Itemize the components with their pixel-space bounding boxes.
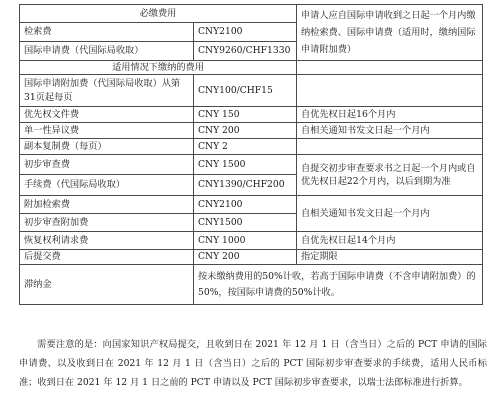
fee-amount-unity: CNY 200 [194, 123, 297, 139]
fee-remark-restore: 自优先权日起14个月内 [297, 232, 483, 250]
fee-item-intl-extra: 国际申请附加费（代国际局收取）从第31页起每页 [20, 75, 194, 107]
required-fees-remark: 申请人应自国际申请收到之日起一个月内缴纳检索费、国际申请费（适用时，缴纳国际申请附加费） [297, 5, 483, 61]
fee-remark-priority-doc: 自优先权日起16个月内 [297, 107, 483, 123]
note-text: 需要注意的是：向国家知识产权局提交，且收到日在 2021 年 12 月 1 日（含当日）之后的 PCT 申请的国际申请费、以及收到日在 2021 年 12 月 1 日（含当日）之后的 PCT 国际初步审查要求的手续费，适用人民币标准；收到日在 2021 年 12 月 1 日之前的 PCT 申请以及 PCT 国际初步审查要求，以瑞士法郎标准进行折算。 [19, 339, 487, 388]
fee-item-search: 检索费 [20, 23, 194, 42]
fee-item-add-search: 附加检索费 [20, 196, 194, 214]
fee-item-copy: 副本复制费（每页） [20, 139, 194, 155]
fee-table [19, 4, 483, 305]
fee-amount-add-search: CNY2100 [194, 196, 297, 214]
fee-item-handling: 手续费（代国际局收取） [20, 175, 194, 196]
fee-item-late: 后提交费 [20, 250, 194, 265]
required-fees-header: 必缴费用 [20, 5, 297, 23]
fee-remark-unity: 自相关通知书发文日起一个月内 [297, 123, 483, 139]
empty-remark [297, 61, 483, 75]
fee-item-restore: 恢复权利请求费 [20, 232, 194, 250]
fee-amount-copy: CNY 2 [194, 139, 297, 155]
fee-item-priority-doc: 优先权文件费 [20, 107, 194, 123]
fee-item-unity: 单一性异议费 [20, 123, 194, 139]
fee-amount-add-prelim: CNY1500 [194, 214, 297, 232]
fee-item-penalty: 滞纳金 [20, 265, 194, 305]
fee-amount-handling: CNY1390/CHF200 [194, 175, 297, 196]
fee-amount-prelim-exam: CNY 1500 [194, 155, 297, 175]
fee-amount-intl-extra: CNY100/CHF15 [194, 75, 297, 107]
additional-fees-remark: 自相关通知书发文日起一个月内 [297, 196, 483, 232]
fee-item-intl: 国际申请费（代国际局收取） [20, 42, 194, 61]
fee-remark-penalty: 按未缴纳费用的50%计收，若高于国际申请费（不含申请附加费）的50%，按国际申请费的50%计收。 [194, 265, 483, 305]
fee-amount-late: CNY 200 [194, 250, 297, 265]
empty-remark [297, 139, 483, 155]
prelim-exam-remark: 自提交初步审查要求书之日起一个月内或自优先权日起22个月内，以后到期为准 [297, 155, 483, 196]
fee-amount-priority-doc: CNY 150 [194, 107, 297, 123]
conditional-fees-header: 适用情况下缴纳的费用 [20, 61, 297, 75]
fee-remark-late: 指定期限 [297, 250, 483, 265]
fee-amount-restore: CNY 1000 [194, 232, 297, 250]
empty-remark [297, 75, 483, 107]
fee-item-add-prelim: 初步审查附加费 [20, 214, 194, 232]
note-paragraph [19, 335, 487, 392]
fee-amount-intl: CNY9260/CHF1330 [194, 42, 297, 61]
fee-amount-search: CNY2100 [194, 23, 297, 42]
fee-item-prelim-exam: 初步审查费 [20, 155, 194, 175]
